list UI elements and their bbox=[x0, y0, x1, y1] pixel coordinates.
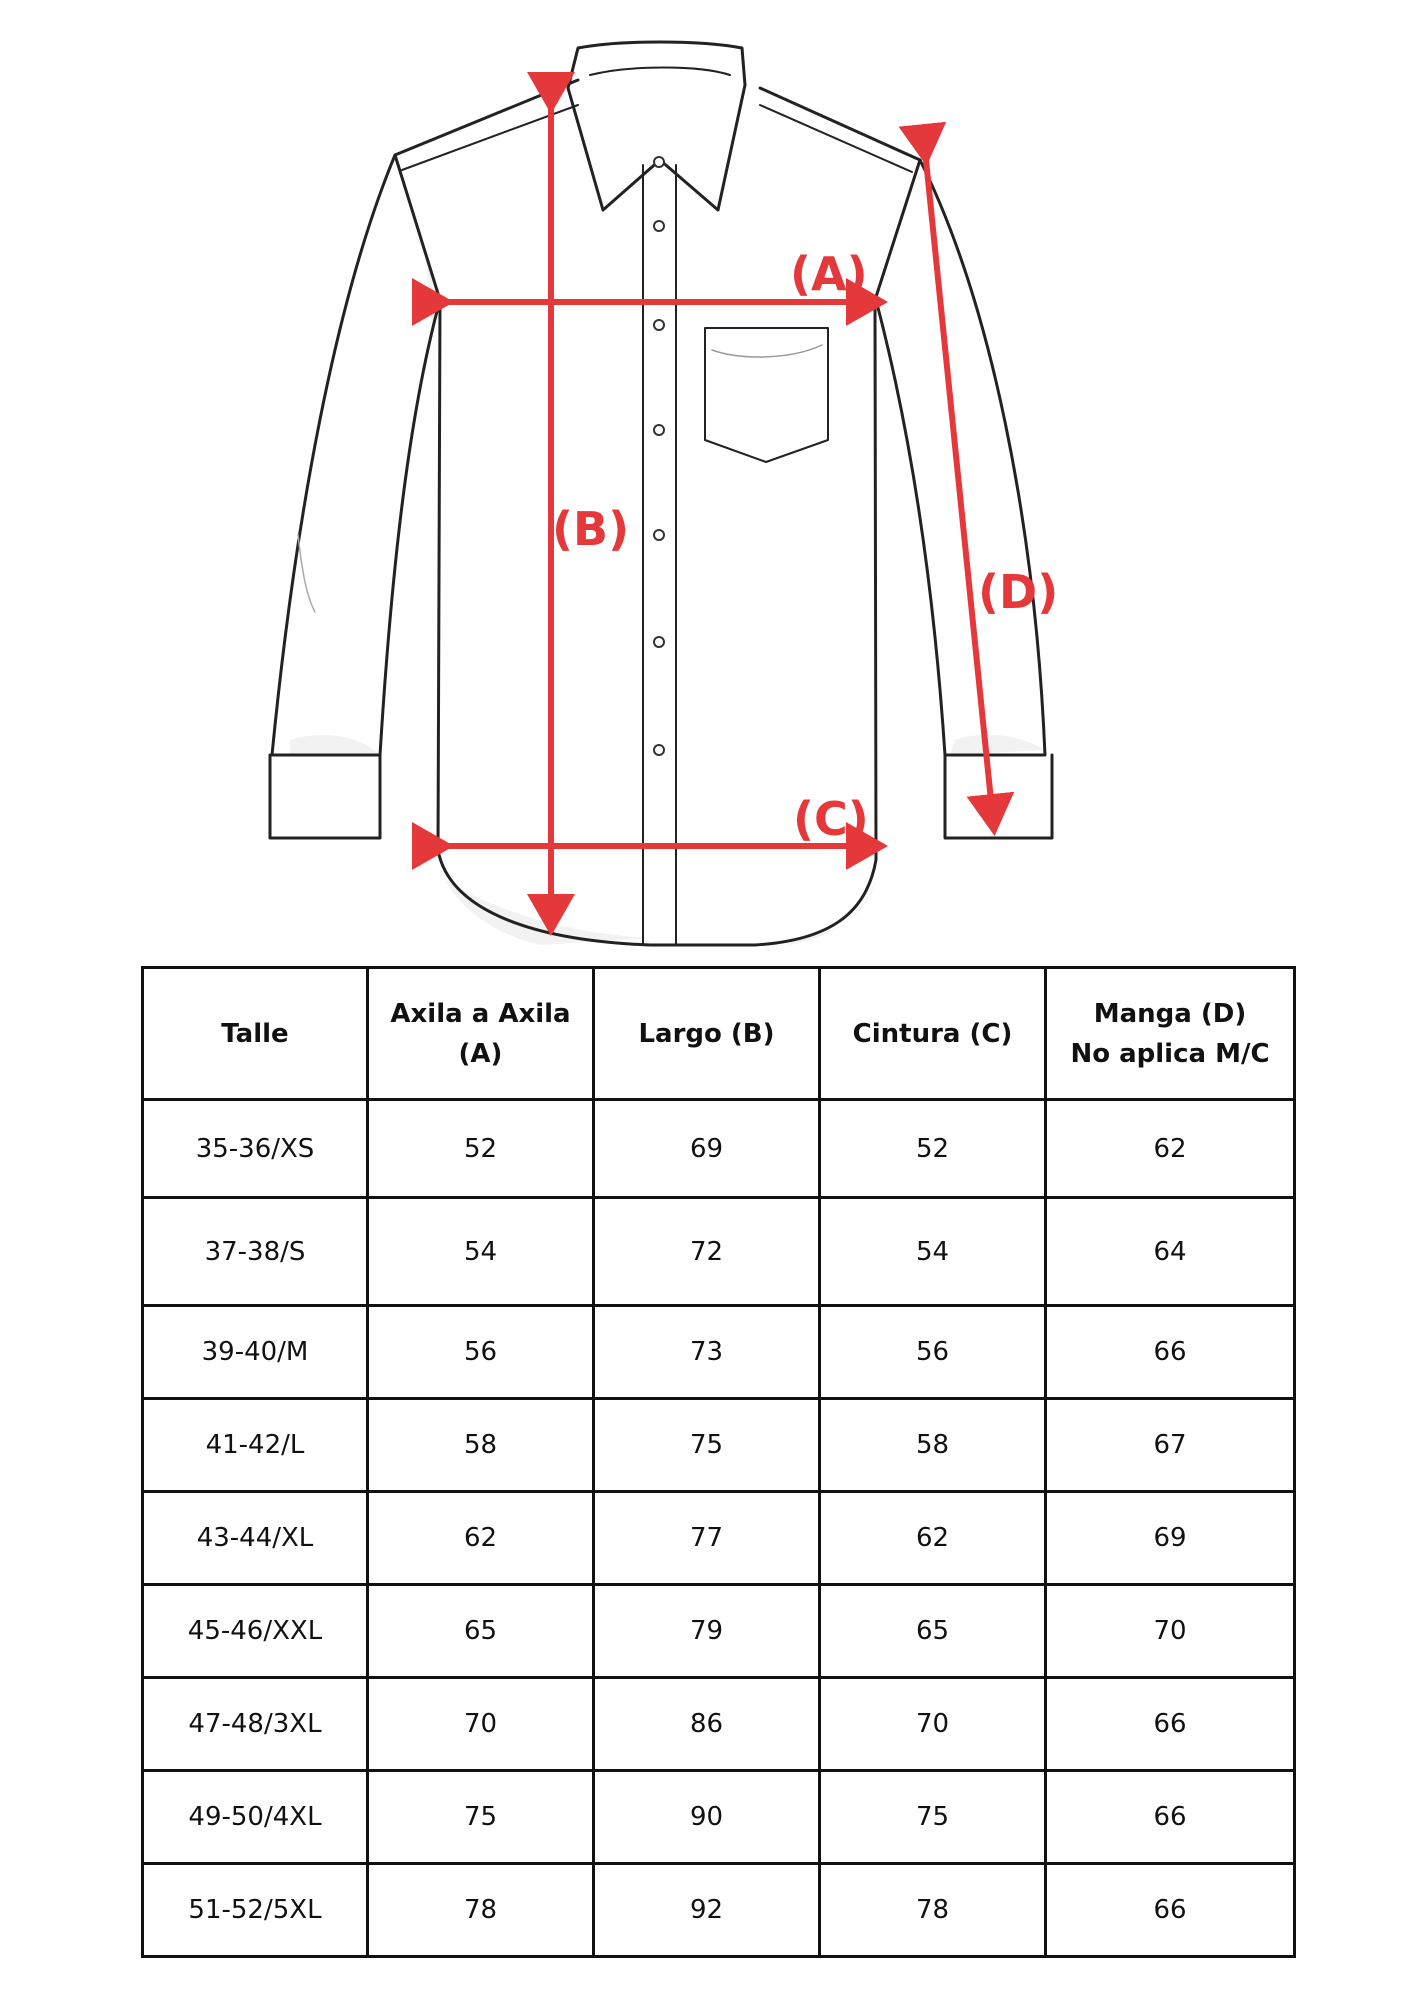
cell-cintura: 62 bbox=[820, 1492, 1046, 1585]
measure-label-d: (D) bbox=[978, 565, 1059, 619]
cell-cintura: 54 bbox=[820, 1198, 1046, 1306]
size-chart-table bbox=[141, 966, 1296, 1958]
table-row bbox=[143, 1198, 1295, 1306]
table-row bbox=[143, 1100, 1295, 1198]
cell-manga: 70 bbox=[1046, 1585, 1295, 1678]
header-line: Axila a Axila bbox=[390, 998, 571, 1029]
button bbox=[654, 425, 664, 435]
table-row bbox=[143, 1492, 1295, 1585]
cell-cintura: 75 bbox=[820, 1771, 1046, 1864]
cell-cintura: 65 bbox=[820, 1585, 1046, 1678]
cell-manga: 66 bbox=[1046, 1306, 1295, 1399]
cell-axila: 56 bbox=[368, 1306, 594, 1399]
cell-manga: 62 bbox=[1046, 1100, 1295, 1198]
cell-cintura: 70 bbox=[820, 1678, 1046, 1771]
right-cuff-outline bbox=[945, 755, 1052, 838]
cell-cintura: 78 bbox=[820, 1864, 1046, 1957]
buttons bbox=[654, 157, 664, 755]
header-line: Manga (D) bbox=[1093, 998, 1247, 1029]
header-cintura bbox=[820, 968, 1046, 1100]
cell-cintura: 56 bbox=[820, 1306, 1046, 1399]
cell-manga: 66 bbox=[1046, 1771, 1295, 1864]
cell-axila: 70 bbox=[368, 1678, 594, 1771]
header-line: Talle bbox=[221, 1018, 289, 1049]
button bbox=[654, 530, 664, 540]
button bbox=[654, 745, 664, 755]
shirt-outline bbox=[270, 42, 1052, 945]
measure-label-a: (A) bbox=[790, 247, 868, 301]
cell-talle: 45-46/XXL bbox=[143, 1585, 368, 1678]
cell-cintura: 58 bbox=[820, 1399, 1046, 1492]
cell-axila: 65 bbox=[368, 1585, 594, 1678]
cell-talle: 41-42/L bbox=[143, 1399, 368, 1492]
cell-axila: 78 bbox=[368, 1864, 594, 1957]
left-cuff-outline bbox=[270, 755, 380, 838]
shirt-diagram bbox=[0, 0, 1414, 960]
button bbox=[654, 637, 664, 647]
cell-largo: 73 bbox=[594, 1306, 820, 1399]
cell-axila: 52 bbox=[368, 1100, 594, 1198]
shirt-shading bbox=[290, 235, 1045, 945]
cell-talle: 39-40/M bbox=[143, 1306, 368, 1399]
placket-outline bbox=[643, 165, 676, 945]
right-sleeve-outline bbox=[876, 160, 1045, 755]
cell-largo: 69 bbox=[594, 1100, 820, 1198]
header-largo bbox=[594, 968, 820, 1100]
header-line: No aplica M/C bbox=[1070, 1038, 1270, 1069]
cell-talle: 47-48/3XL bbox=[143, 1678, 368, 1771]
cell-manga: 66 bbox=[1046, 1864, 1295, 1957]
pocket-outline bbox=[705, 328, 828, 462]
cell-axila: 75 bbox=[368, 1771, 594, 1864]
table-header-row bbox=[143, 968, 1295, 1100]
cell-largo: 77 bbox=[594, 1492, 820, 1585]
cell-axila: 62 bbox=[368, 1492, 594, 1585]
cell-cintura: 52 bbox=[820, 1100, 1046, 1198]
cell-manga: 69 bbox=[1046, 1492, 1295, 1585]
table-row bbox=[143, 1771, 1295, 1864]
cell-largo: 79 bbox=[594, 1585, 820, 1678]
cell-talle: 37-38/S bbox=[143, 1198, 368, 1306]
cell-talle: 43-44/XL bbox=[143, 1492, 368, 1585]
button bbox=[654, 221, 664, 231]
cell-largo: 72 bbox=[594, 1198, 820, 1306]
cell-largo: 90 bbox=[594, 1771, 820, 1864]
cell-manga: 64 bbox=[1046, 1198, 1295, 1306]
header-axila bbox=[368, 968, 594, 1100]
cell-manga: 67 bbox=[1046, 1399, 1295, 1492]
left-sleeve-outline bbox=[272, 155, 440, 755]
header-line: (A) bbox=[458, 1038, 503, 1069]
header-line: Cintura (C) bbox=[852, 1018, 1013, 1049]
cell-talle: 51-52/5XL bbox=[143, 1864, 368, 1957]
cell-manga: 66 bbox=[1046, 1678, 1295, 1771]
measure-label-c: (C) bbox=[793, 792, 869, 846]
button bbox=[654, 320, 664, 330]
measure-label-b: (B) bbox=[552, 502, 630, 556]
table-row bbox=[143, 1864, 1295, 1957]
cell-talle: 49-50/4XL bbox=[143, 1771, 368, 1864]
table-row bbox=[143, 1585, 1295, 1678]
table-row bbox=[143, 1306, 1295, 1399]
cell-axila: 54 bbox=[368, 1198, 594, 1306]
cell-axila: 58 bbox=[368, 1399, 594, 1492]
button bbox=[654, 157, 664, 167]
header-talle bbox=[143, 968, 368, 1100]
cell-largo: 86 bbox=[594, 1678, 820, 1771]
cell-largo: 75 bbox=[594, 1399, 820, 1492]
header-line: Largo (B) bbox=[638, 1018, 775, 1049]
cell-talle: 35-36/XS bbox=[143, 1100, 368, 1198]
table-row bbox=[143, 1678, 1295, 1771]
measure-arrow-d bbox=[926, 160, 994, 830]
table-row bbox=[143, 1399, 1295, 1492]
cell-largo: 92 bbox=[594, 1864, 820, 1957]
header-manga bbox=[1046, 968, 1295, 1100]
